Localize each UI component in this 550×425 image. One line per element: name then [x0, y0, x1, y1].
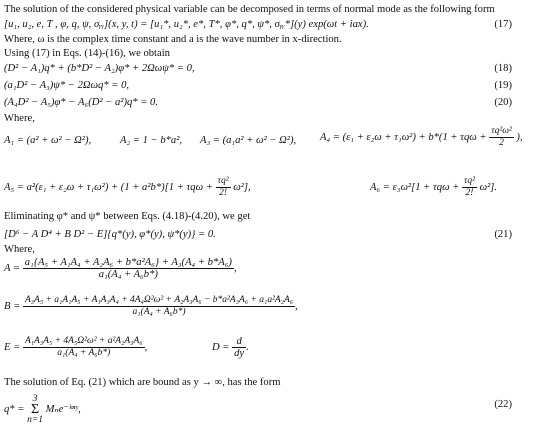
using-line: Using (17) in Eqs. (14)-(16), we obtain: [4, 48, 170, 59]
coef-A1: A₁ = (a² + ω² − Ω²),: [4, 135, 92, 146]
coef-A6: A₆ = ε₃ω²[1 + τqω + $\frac{\text{τq²}}{2!}$ ω²].: [370, 176, 498, 198]
eliminating-line: Eliminating φ* and ψ* between Eqs. (4.18)-(4.20), we get: [4, 211, 251, 222]
coef-A4: [320, 126, 523, 149]
equation-21-number: (21): [494, 229, 512, 240]
equation-22: q* = 3 Σ n=1 Mₙe⁻ᵏⁿʸ,: [4, 394, 81, 425]
coef-A4-pre: A₄ = (ε₁ + ε₂ω + τ₁ω²) + b*(1 + τqω +: [320, 131, 487, 143]
equation-18-number: (18): [494, 63, 512, 74]
def-D: D = $\frac{d}{dy}$ .: [212, 336, 249, 359]
equation-19: (a₁D² − A₃)ψ* − 2Ωωq* = 0,: [4, 80, 130, 91]
equation-19-number: (19): [494, 80, 512, 91]
solution-line: The solution of Eq. (21) which are bound as y → ∞, has the form: [4, 377, 281, 388]
equation-22-number: (22): [494, 399, 512, 410]
equation-17: [u₁, u₂, e, T , φ, q, ψ, σᵧᵧ](x, y, t) = [u₁*, u₂*, e*, T*, φ*, q*, ψ*, σᵧᵧ*](y) exp(ωt + iax).: [4, 19, 369, 30]
coef-A2: A₂ = 1 − b*a²,: [120, 135, 183, 146]
def-B: B = A₃A₅ + a₁A₁A₅ + A₁A₃A₄ + 4A₄Ω²ω² + A₂A₃A₆ − b*a²A₃A₆ + a₁a²A₂A₆ a₁(A₄ + A₆b*) ,: [4, 295, 298, 317]
equation-21: [D⁶ − A D⁴ + B D² − E]{q*(y), φ*(y), ψ*(y)} = 0.: [4, 229, 216, 240]
equation-20-number: (20): [494, 97, 512, 108]
coef-A5: A₅ = a²(ε₁ + ε₂ω + τ₁ω²) + (1 + a²b*)[1 + τqω + $\frac{\text{τq²}}{2!}$ ω²],: [4, 176, 251, 198]
def-A: A = $\frac{\text{a₁\{A₅ + A₁A₄ + A₂A₆ + b*a²A₆\} + A₃(A₄ + b*A₆)}}{\text{a₁(A₄ + A₆b*)}}$ ,: [4, 257, 237, 280]
coef-A4-post: ),: [516, 131, 523, 143]
where-label-3: Where,: [4, 244, 35, 255]
where-label-2: Where,: [4, 113, 35, 124]
equation-18: (D² − A₁)q* + (b*D² − A₂)φ* + 2Ωωψ* = 0,: [4, 63, 195, 74]
where-line: Where, ω is the complex time constant and a is the wave number in x-direction.: [4, 34, 342, 45]
coef-A3: A₃ = (a₁a² + ω² − Ω²),: [200, 135, 297, 146]
equation-17-number: (17): [494, 19, 512, 30]
summation: 3 Σ n=1: [27, 394, 43, 425]
coef-A4-frac: $\frac{\text{τq²ω²}}{2}$: [491, 126, 512, 148]
def-E: E = $\frac{\text{A₁A₃A₅ + 4A₅Ω²ω² + a²A₂A₃A₆}}{\text{a₁(A₄ + A₆b*)}}$ ,: [4, 336, 148, 358]
intro-line: The solution of the considered physical variable can be decomposed in terms of normal mode as the following form: [4, 4, 495, 15]
equation-20: (A₄D² − A₅)φ* − A₆(D² − a²)q* = 0.: [4, 97, 158, 108]
